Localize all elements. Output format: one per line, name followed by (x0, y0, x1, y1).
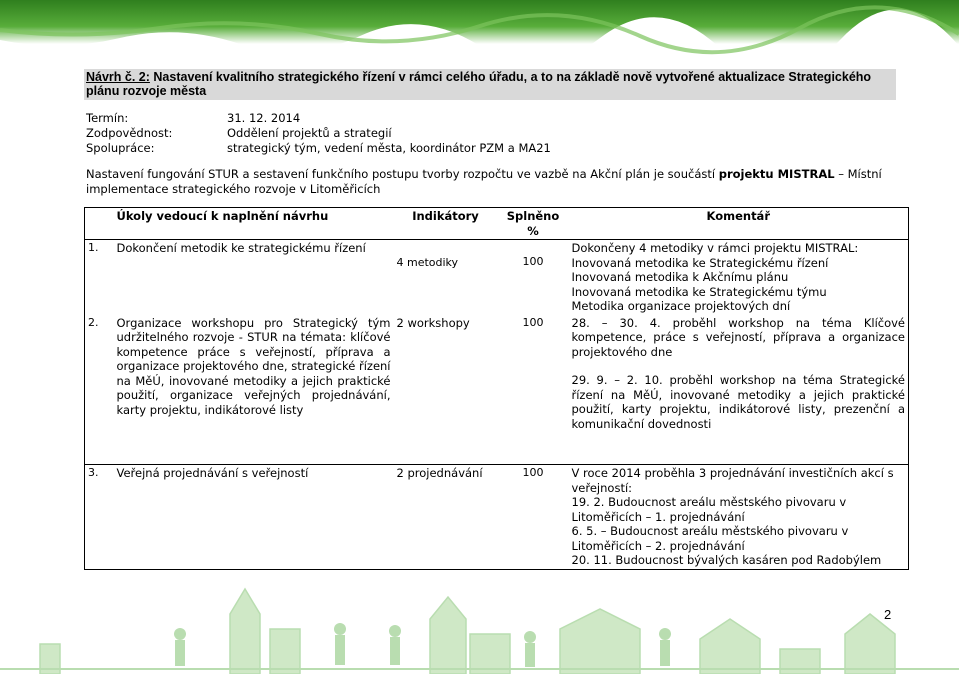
comment-line: Inovovaná metodika ke Strategickému řízení (571, 255, 829, 270)
row-done: 100 (522, 255, 544, 268)
row-done: 100 (498, 315, 569, 465)
meta-row-deadline (86, 111, 551, 126)
meta-row-responsibility (86, 126, 551, 141)
row-indicator: 2 projednávání (394, 465, 498, 570)
meta-row-cooperation (86, 141, 551, 156)
intro-paragraph (86, 167, 898, 197)
header-num (85, 208, 114, 240)
tasks-table (84, 207, 909, 570)
row-task: Organizace workshopu pro Strategický tým udržitelného rozvoje - STUR na témata: klíčové kompetence práce s veřejností, příprava a organizace projektového dne, strategické řízení na MěÚ, inovované metodiky a jejich praktické použití, organizace veřejných projednávání, karty projektu, indikátorové listy (114, 315, 394, 465)
meta-label: Spolupráce: (86, 141, 155, 155)
intro-text: Nastavení fungování STUR a sestavení funkčního postupu tvorby rozpočtu ve vazbě na Akční plán je součástí (86, 167, 716, 181)
page-number: 2 (884, 607, 892, 622)
comment-line: 20. 11. Budoucnost bývalých kasáren pod Radobýlem (571, 553, 882, 567)
row-indicator: 2 workshopy (394, 315, 498, 465)
town-illustration (0, 579, 959, 674)
comment-line: Inovovaná metodika k Akčnímu plánu (571, 270, 789, 284)
proposal-number: Návrh č. 2: (86, 70, 150, 84)
table-row (85, 315, 909, 465)
header-tasks: Úkoly vedoucí k naplnění návrhu (114, 208, 394, 240)
comment-line: Metodika organizace projektových dní (571, 299, 791, 313)
table-row (85, 240, 909, 315)
row-comment (569, 240, 909, 315)
comment-line: 6. 5. – Budoucnost areálu městského pivovaru v Litoměřicích – 2. projednávání (571, 524, 849, 553)
meta-value: strategický tým, vedení města, koordinátor PZM a MA21 (227, 141, 551, 155)
row-number: 2. (85, 315, 114, 465)
header-comment: Komentář (569, 208, 909, 240)
proposal-title: Nastavení kvalitního strategického řízení v rámci celého úřadu, a to na základě nově vytvořené aktualizace Strategického plánu rozvoje města (86, 70, 872, 98)
row-comment (569, 315, 909, 465)
row-number: 3. (85, 465, 114, 570)
meta-label: Zodpovědnost: (86, 126, 173, 140)
row-task: Veřejná projednávání s veřejností (114, 465, 394, 570)
comment-line: Dokončeny 4 metodiky v rámci projektu MISTRAL: (571, 241, 859, 255)
comment-line: 19. 2. Budoucnost areálu městského pivovaru v Litoměřicích – 1. projednávání (571, 495, 847, 524)
header-indicators: Indikátory (394, 208, 498, 240)
meta-label: Termín: (86, 111, 129, 125)
row-done: 100 (498, 465, 569, 570)
row-number: 1. (85, 240, 114, 315)
row-comment (569, 465, 909, 570)
table-row (85, 465, 909, 570)
meta-value: 31. 12. 2014 (227, 111, 301, 125)
intro-text-end: – Místní implementace strategického rozvoje v Litoměřicích (86, 167, 882, 196)
comment-line: Inovovaná metodika ke Strategickému týmu (571, 284, 827, 299)
meta-value: Oddělení projektů a strategií (227, 126, 392, 140)
proposal-heading (84, 69, 896, 100)
comment-line: V roce 2014 proběhla 3 projednávání investičních akcí s veřejností: (571, 466, 894, 495)
header-done: Splněno % (498, 208, 569, 240)
comment-line: 28. – 30. 4. proběhl workshop na téma Klíčové kompetence, práce s veřejností, příprava a organizace projektového dne (571, 315, 905, 359)
table-header-row (85, 208, 909, 240)
meta-block (86, 111, 551, 156)
intro-project-name: projektu MISTRAL (718, 167, 835, 181)
comment-line: 29. 9. – 2. 10. proběhl workshop na téma Strategické řízení na MěÚ, inovované metodiky a jejich praktické použití, karty projektu, indikátorové listy, prezenční a komunikační dovednosti (571, 373, 905, 431)
row-task: Dokončení metodik ke strategickému řízení (116, 241, 366, 255)
row-indicator: 4 metodiky (396, 256, 459, 269)
